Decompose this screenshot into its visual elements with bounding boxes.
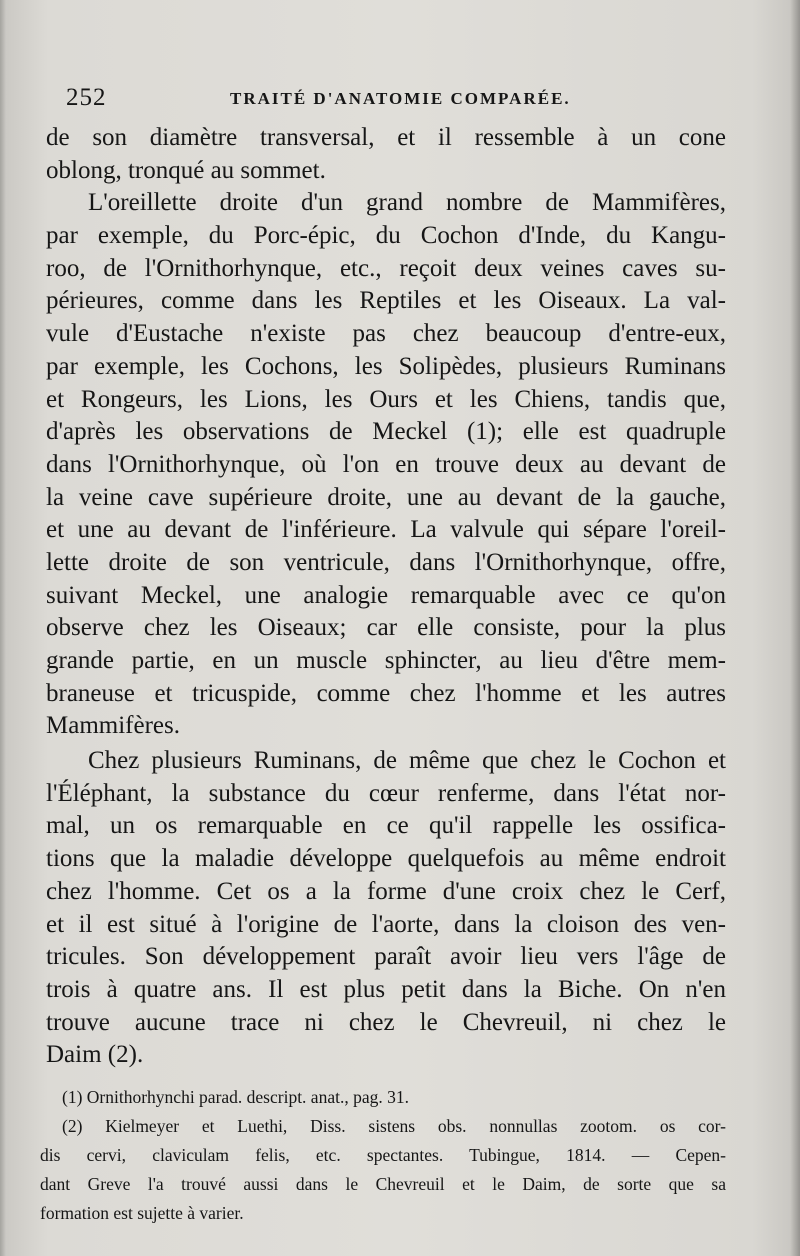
text-line: et Rongeurs, les Lions, les Ours et les Chiens, tandis que, bbox=[46, 385, 726, 413]
text-line: par exemple, les Cochons, les Solipèdes, plusieurs Ruminans bbox=[46, 352, 726, 380]
page-header bbox=[66, 84, 726, 114]
page-number: 252 bbox=[66, 84, 107, 111]
text-line: d'après les observations de Meckel (1); elle est quadruple bbox=[46, 418, 726, 446]
text-line: tricules. Son développement paraît avoir lieu vers l'âge de bbox=[46, 943, 726, 971]
text-line: chez l'homme. Cet os a la forme d'une croix chez le Cerf, bbox=[46, 877, 726, 905]
text-line: lette droite de son ventricule, dans l'Ornithorhynque, offre, bbox=[46, 548, 726, 576]
paragraph-start-line: L'oreillette droite d'un grand nombre de Mammifères, bbox=[88, 189, 726, 217]
footnote-2-line: dant Greve l'a trouvé aussi dans le Chevreuil et le Daim, de sorte que sa bbox=[40, 1174, 726, 1194]
text-line: l'Éléphant, la substance du cœur renferme, dans l'état nor- bbox=[46, 779, 726, 807]
text-line: de son diamètre transversal, et il ressemble à un cone bbox=[46, 124, 726, 151]
text-line: et une au devant de l'inférieure. La valvule qui sépare l'oreil- bbox=[46, 516, 726, 544]
footnote-2-line: (2) Kielmeyer et Luethi, Diss. sistens obs. nonnullas zootom. os cor- bbox=[62, 1116, 726, 1136]
footnotes bbox=[40, 1083, 726, 1228]
text-line: Daim (2). bbox=[46, 1041, 144, 1069]
text-line: oblong, tronqué au sommet. bbox=[46, 156, 326, 184]
text-line: Mammifères. bbox=[46, 712, 180, 740]
text-line: trois à quatre ans. Il est plus petit dans la Biche. On n'en bbox=[46, 975, 726, 1003]
text-line: observe chez les Oiseaux; car elle consiste, pour la plus bbox=[46, 614, 726, 642]
text-line: trouve aucune trace ni chez le Chevreuil, ni chez le bbox=[46, 1008, 726, 1036]
footnote-2-line: dis cervi, claviculam felis, etc. spectantes. Tubingue, 1814. — Cepen- bbox=[40, 1145, 726, 1165]
text-line: grande partie, en un muscle sphincter, au lieu d'être mem- bbox=[46, 647, 726, 674]
paragraph-start-line: Chez plusieurs Ruminans, de même que chez le Cochon et bbox=[88, 747, 726, 775]
footnote-1: (1) Ornithorhynchi parad. descript. anat., pag. 31. bbox=[62, 1087, 409, 1107]
page-left-edge-shadow bbox=[0, 0, 6, 1256]
text-line: mal, un os remarquable en ce qu'il rappelle les ossifica- bbox=[46, 812, 726, 840]
text-line: suivant Meckel, une analogie remarquable avec ce qu'on bbox=[46, 581, 726, 609]
text-line: périeures, comme dans les Reptiles et les Oiseaux. La val- bbox=[46, 287, 726, 315]
text-line: par exemple, du Porc-épic, du Cochon d'Inde, du Kangu- bbox=[46, 222, 726, 250]
page-right-edge-shadow bbox=[790, 0, 800, 1256]
footnote-2-line: formation est sujette à varier. bbox=[40, 1203, 244, 1223]
text-line: roo, de l'Ornithorhynque, etc., reçoit deux veines caves su- bbox=[46, 254, 726, 282]
text-line: la veine cave supérieure droite, une au devant de la gauche, bbox=[46, 483, 726, 511]
text-line: vule d'Eustache n'existe pas chez beaucoup d'entre-eux, bbox=[46, 320, 726, 348]
running-title: TRAITÉ D'ANATOMIE COMPARÉE. bbox=[230, 89, 571, 108]
text-line: dans l'Ornithorhynque, où l'on en trouve deux au devant de bbox=[46, 450, 726, 478]
text-line: et il est situé à l'origine de l'aorte, dans la cloison des ven- bbox=[46, 910, 726, 938]
text-line: braneuse et tricuspide, comme chez l'homme et les autres bbox=[46, 679, 726, 707]
body-text bbox=[46, 122, 726, 1072]
text-line: tions que la maladie développe quelquefois au même endroit bbox=[46, 845, 726, 873]
